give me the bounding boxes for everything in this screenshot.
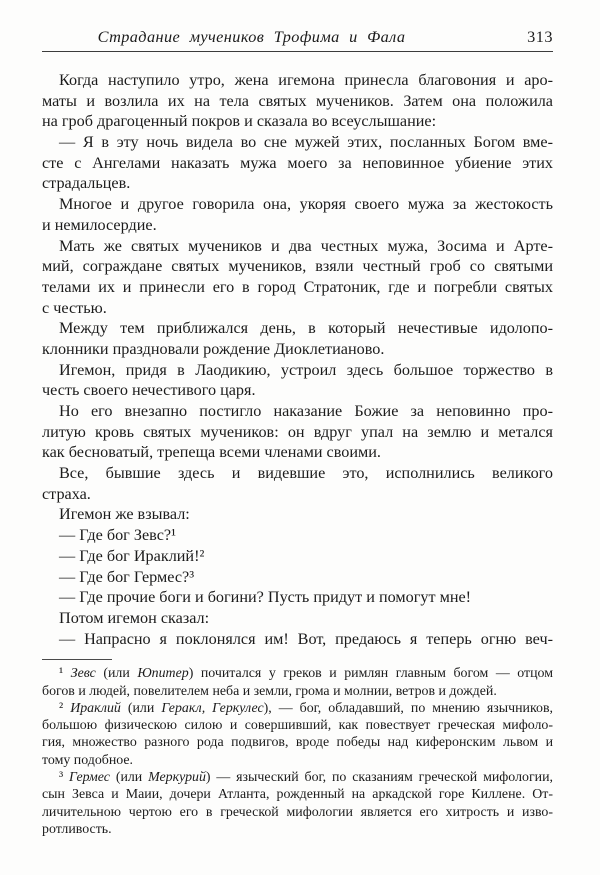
footnote: [42, 665, 553, 700]
text-line: Игемон, придя в Лаодикию, устроил здесь большое торжество в: [59, 360, 553, 379]
text-line: литую кровь святых мучеников: он вдруг упал на землю и метался: [42, 422, 553, 441]
paragraph: [42, 629, 553, 650]
paragraph: [42, 132, 553, 194]
paragraph: [42, 463, 553, 504]
footnote-line: ³ Гермес (или Меркурий) — языческий бог, по сказаниям греческой мифологии,: [59, 770, 553, 786]
paragraph: [42, 525, 553, 546]
text-line: страха.: [42, 484, 91, 503]
text-line: телами их и принесли его в город Стратоник, где и погребли святых: [42, 277, 553, 296]
text-line: — Где прочие боги и богини? Пусть придут и помогут мне!: [59, 588, 472, 607]
text-line: страдальцев.: [42, 174, 131, 193]
text-line: — Я в эту ночь видела во сне мужей этих, посланных Богом вме-: [59, 133, 553, 152]
footnote-line: ротливость.: [42, 821, 112, 837]
running-header-row: [42, 26, 553, 47]
paragraph: [42, 318, 553, 359]
paragraph: [42, 567, 553, 588]
paragraph: [42, 70, 553, 132]
page-number: 313: [527, 27, 553, 46]
text-line: мий, сограждане святых мучеников, взяли честный гроб со святыми: [42, 257, 553, 276]
paragraph: [42, 194, 553, 235]
footnote-line: личительною чертою его в греческой мифологии является его хитрость и изво-: [42, 804, 553, 820]
text-line: Все, бывшие здесь и видевшие это, исполнились великого: [59, 464, 553, 483]
text-line: — Напрасно я поклонялся им! Вот, предаюсь я теперь огню веч-: [59, 629, 553, 648]
text-line: Игемон же взывал:: [59, 505, 190, 524]
footnote: [42, 769, 553, 838]
text-line: Мать же святых мучеников и два честных мужа, Зосима и Арте-: [59, 236, 553, 255]
text-line: Потом игемон сказал:: [59, 608, 210, 627]
footnote-line: гия, множество разного рода подвигов, вроде победы над киферонским львом и: [42, 735, 553, 751]
footnote-line: тому подобное.: [42, 752, 134, 768]
paragraph: [42, 360, 553, 401]
text-line: — Где бог Зевс?¹: [59, 526, 176, 545]
footnotes: [42, 665, 553, 838]
text-line: — Где бог Ираклий!²: [59, 546, 205, 565]
footnote-separator: [42, 659, 112, 660]
text-line: маты и возлила их на тела святых мучеников. Затем она положила: [42, 91, 553, 110]
footnote: [42, 700, 553, 769]
text-line: — Где бог Гермес?³: [59, 567, 195, 586]
text-line: клонники праздновали рождение Диоклетианово.: [42, 339, 385, 358]
chapter-title: Страдание мучеников Трофима и Фала: [97, 27, 406, 46]
paragraph: [42, 608, 553, 629]
footnote-line: большою физическою силою и совершивший, как повествует греческая мифоло-: [42, 718, 553, 734]
header-rule: [42, 51, 553, 52]
text-line: Но его внезапно постигло наказание Божие за неповинно про-: [59, 402, 553, 420]
footnote-line: сын Зевса и Маии, дочери Атланта, рожденный на аркадской горе Киллене. От-: [42, 787, 553, 803]
body-text: [42, 70, 553, 649]
running-header: [42, 26, 553, 52]
paragraph: [42, 587, 553, 608]
text-line: честь своего нечестивого царя.: [42, 381, 256, 400]
paragraph: [42, 236, 553, 319]
footnote-line: ² Ираклий (или Геракл, Геркулес), — бог, обладавший, по мнению язычников,: [59, 700, 553, 716]
footnote-line: ¹ Зевс (или Юпитер) почитался у греков и римлян главным богом — отцом: [59, 666, 553, 682]
text-line: Между тем приближался день, в который нечестивые идолопо-: [59, 319, 553, 338]
footnote-line: богов и людей, повелителем неба и земли, грома и молнии, ветров и дождей.: [42, 683, 497, 699]
text-line: Когда наступило утро, жена игемона принесла благовония и аро-: [59, 71, 553, 89]
paragraph: [42, 546, 553, 567]
text-line: с честью.: [42, 298, 107, 317]
text-line: и немилосердие.: [42, 215, 157, 234]
paragraph: [42, 504, 553, 525]
text-line: как бесноватый, трепеща всеми членами своими.: [42, 443, 381, 462]
text-line: сте с Ангелами наказать мужа моего за неповинное убиение этих: [42, 153, 553, 172]
text-line: на гроб драгоценный покров и сказала во всеуслышание:: [42, 112, 437, 131]
paragraph: [42, 401, 553, 463]
text-line: Многое и другое говорила она, укоряя своего мужа за жестокость: [59, 195, 553, 214]
